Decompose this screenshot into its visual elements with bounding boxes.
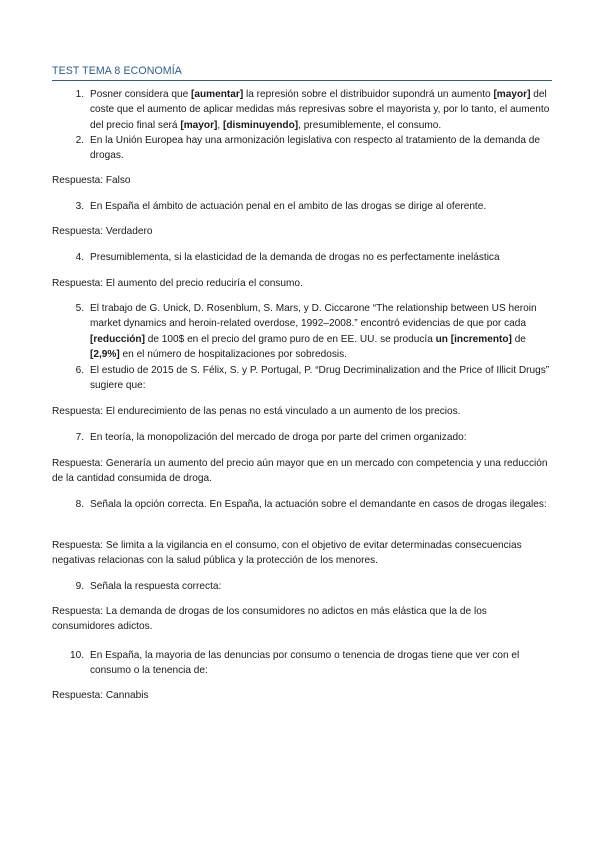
question-number: 8. (75, 499, 84, 510)
question-text-fragment: la represión sobre el distribuidor supondrá un aumento (243, 89, 494, 100)
question-number: 10. (70, 650, 85, 661)
answer-6: Respuesta: El endurecimiento de las penas no está vinculado a un aumento de los precios. (52, 406, 461, 417)
question-number: 7. (75, 432, 84, 443)
question-7 (70, 430, 550, 445)
question-2 (70, 133, 550, 164)
question-text (90, 87, 550, 133)
answer-7: Respuesta: Generaría un aumento del precio aún mayor que en un mercado con competencia y una reducción de la cantidad consumida de droga. (52, 458, 548, 485)
answer-10: Respuesta: Cannabis (52, 690, 149, 701)
answer-8: Respuesta: Se limita a la vigilancia en el consumo, con el objetivo de evitar determinadas consecuencias negativas relacionas con la salud pública y la protección de los menores. (52, 540, 522, 567)
question-number: 4. (75, 252, 84, 263)
question-6 (70, 363, 550, 394)
question-text-fragment: En la Unión Europea hay una armonización legislativa con respecto al tratamiento de la demanda de drogas. (90, 135, 541, 162)
answer-3: Respuesta: Verdadero (52, 226, 153, 237)
question-text (90, 301, 550, 363)
question-text-fragment: Posner considera que (90, 89, 192, 100)
document-title: TEST TEMA 8 ECONOMÍA (52, 64, 552, 81)
question-text-fragment: Presumiblementa, si la elasticidad de la demanda de drogas no es perfectamente inelástica (90, 252, 500, 263)
question-9 (70, 579, 550, 594)
bold-answer-fragment: un [incremento] (435, 333, 512, 345)
question-text-fragment: En teoría, la monopolización del mercado de droga por parte del crimen organizado: (90, 432, 467, 443)
question-text (90, 363, 550, 394)
question-text (90, 250, 550, 265)
answer-4: Respuesta: El aumento del precio reduciría el consumo. (52, 278, 303, 289)
question-text (90, 579, 550, 594)
question-number: 9. (75, 581, 84, 592)
question-8 (70, 497, 550, 512)
question-5 (70, 301, 550, 363)
question-text-fragment: En España el ámbito de actuación penal en el ambito de las drogas se dirige al oferente. (90, 201, 487, 212)
question-number: 1. (75, 89, 84, 100)
question-text-fragment: de 100$ en el precio del gramo puro de en EE. UU. se producía (144, 333, 436, 345)
question-text (90, 497, 550, 512)
question-3 (70, 199, 550, 214)
question-text-fragment: El trabajo de G. Unick, D. Rosenblum, S. Mars, y D. Ciccarone “The relationship between US heroin market dynamics and heroin-related overdose, 1992–2008.” encontró evidencias de que por cada (90, 303, 537, 330)
question-text-fragment: , (217, 119, 223, 131)
question-number: 2. (75, 135, 84, 146)
question-number: 3. (75, 201, 84, 212)
question-text (90, 430, 550, 445)
answer-2: Respuesta: Falso (52, 175, 131, 186)
bold-answer-fragment: [reducción] (90, 333, 145, 345)
question-text-fragment: del coste que el aumento de aplicar medidas más represivas sobre el mayorista y, por lo tanto, el aumento del precio final será (90, 89, 550, 131)
bold-answer-fragment: [disminuyendo] (222, 119, 299, 131)
question-text (90, 133, 550, 164)
question-1 (70, 87, 550, 133)
question-text-fragment: Señala la respuesta correcta: (90, 581, 222, 592)
bold-answer-fragment: [mayor] (493, 89, 531, 100)
question-4 (70, 250, 550, 265)
question-text-fragment: El estudio de 2015 de S. Félix, S. y P. Portugal, P. “Drug Decriminalization and the Price of Illicit Drugs” sugiere que: (90, 365, 550, 392)
answer-9: Respuesta: La demanda de drogas de los consumidores no adictos en más elástica que la de los consumidores adictos. (52, 606, 487, 633)
question-text-fragment: en el número de hospitalizaciones por sobredosis. (119, 349, 347, 361)
question-text-fragment: de (511, 333, 526, 345)
question-10 (70, 648, 550, 679)
question-text-fragment: , presumiblemente, el consumo. (298, 119, 442, 131)
question-text-fragment: Señala la opción correcta. En España, la actuación sobre el demandante en casos de drogas ilegales: (90, 499, 547, 510)
question-text (90, 199, 550, 214)
question-text-fragment: En España, la mayoria de las denuncias por consumo o tenencia de drogas tiene que ver con el consumo o la tenencia de: (90, 650, 520, 677)
bold-answer-fragment: [mayor] (180, 119, 218, 131)
question-number: 5. (75, 303, 84, 314)
question-number: 6. (75, 365, 84, 376)
question-text (90, 648, 550, 679)
bold-answer-fragment: [2,9%] (90, 349, 120, 361)
bold-answer-fragment: [aumentar] (191, 89, 244, 100)
